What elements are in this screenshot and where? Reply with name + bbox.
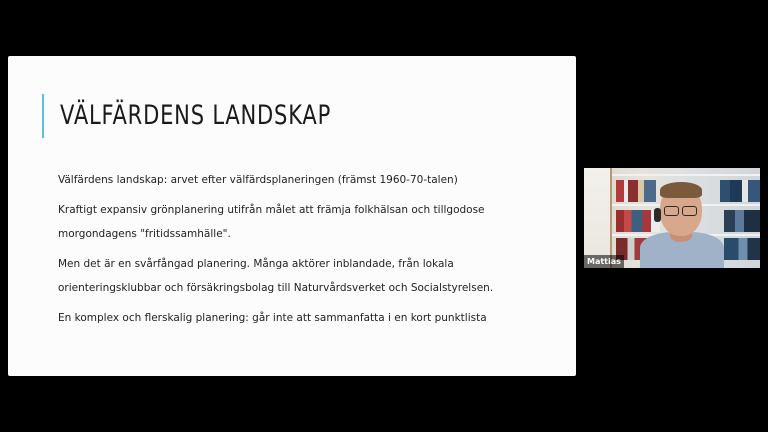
video-window [584,168,612,268]
books-row [724,210,760,232]
slide-bullet-list [58,168,558,336]
headset-icon [654,208,661,222]
slide-bullet-3: Men det är en svårfångad planering. Många aktörer inblandade, från lokala orienteringsklubbar och försäkringsbolag till Naturvårdsverket och Socialstyrelsen. [58,258,494,294]
shared-slide [8,56,576,376]
books-row [616,180,656,202]
slide-bullet-1: Välfärdens landskap: arvet efter välfärdsplaneringen (främst 1960-70-talen) [58,174,458,186]
glasses-icon [664,206,698,215]
participant-video-tile[interactable] [584,168,760,268]
title-accent-bar [42,94,44,138]
slide-title: VÄLFÄRDENS LANDSKAP [60,100,332,131]
slide-bullet-4: En komplex och flerskalig planering: går inte att sammanfatta i en kort punktlista [58,312,487,324]
slide-bullet-2: Kraftigt expansiv grönplanering utifrån målet att främja folkhälsan och tillgodose morgondagens "fritidssamhälle". [58,204,485,240]
books-row [724,238,760,260]
participant-hair [660,182,702,198]
shelf-board [612,174,760,176]
books-row [720,180,760,202]
participant-name-label: Mattias [584,255,624,268]
